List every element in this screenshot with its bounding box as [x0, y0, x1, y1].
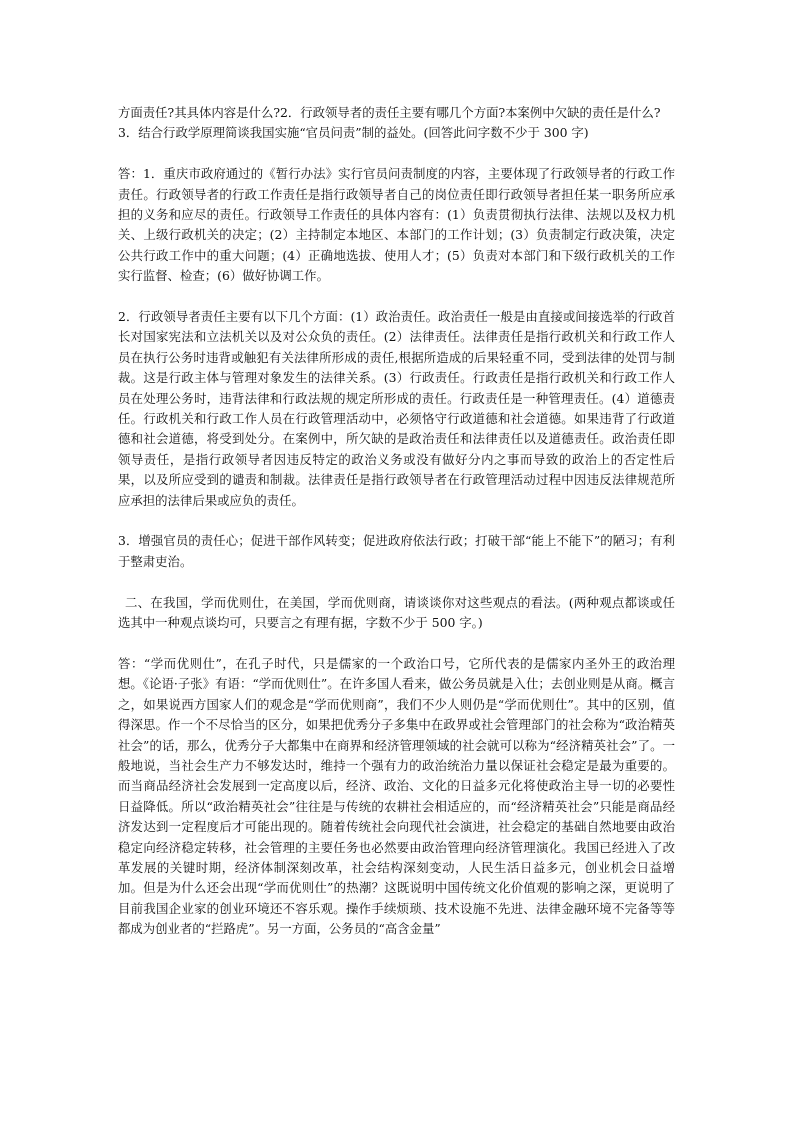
answer-2: 2．行政领导者责任主要有以下几个方面：(1）政治责任。政治责任一般是由直接或间接选举的行政首长对国家宪法和立法机关以及对公众负的责任。(2）法律责任。法律责任是指行政机关和行政工作人员在执行公务时违背或触犯有关法律所形成的责任,根据所造成的后果轻重不同，受到法律的处罚与制裁。这是行政主体与管理对象发生的法律关系。(3）行政责任。行政责任是指行政机关和行政工作人员在处理公务时，违背法律和行政法规的规定所形成的责任。行政责任是一种管理责任。(4）道德责任。行政机关和行政工作人员在行政管理活动中，必须恪守行政道德和社会道德。如果违背了行政道德和社会道德，将受到处分。在案例中，所欠缺的是政治责任和法律责任以及道德责任。政治责任即领导责任，是指行政领导者因违反特定的政治义务或没有做好分内之事而导致的政治上的否定性后果，以及所应受到的谴责和制裁。法律责任是指行政领导者在行政管理活动过程中因违反法律规范所应承担的法律后果或应负的责任。: [118, 309, 675, 508]
paragraph-gap: [118, 144, 675, 164]
answer-two: 答：“学而优则仕”，在孔子时代，只是儒家的一个政治口号，它所代表的是儒家内圣外王的政治理想。《论语·子张》有语：“学而优则仕”。在许多国人看来，做公务员就是入仕；去创业则是从商。概言之，如果说西方国家人们的观念是“学而优则商”，我们不少人则仍是“学而优则仕”。其中的区别，值得深思。作一个不尽恰当的区分，如果把优秀分子多集中在政界或社会管理部门的社会称为“政治精英社会”的话，那么，优秀分子大都集中在商界和经济管理领域的社会就可以称为“经济精英社会”了。一般地说，当社会生产力不够发达时，维持一个强有力的政治统治力量以保证社会稳定是最为重要的。而当商品经济社会发展到一定高度以后，经济、政治、文化的日益多元化将使政治主导一切的必要性日益降低。所以“政治精英社会”往往是与传统的农耕社会相适应的，而“经济精英社会”只能是商品经济发达到一定程度后才可能出现的。随着传统社会向现代社会演进，社会稳定的基础自然地要由政治稳定向经济稳定转移，社会管理的主要任务也必然要由政治管理向经济管理演化。我国已经进入了改革发展的关键时期，经济体制深刻改革，社会结构深刻变动，人民生活日益多元，创业机会日益增加。但是为什么还会出现“学而优则仕”的热潮？这既说明中国传统文化价值观的影响之深，更说明了目前我国企业家的创业环境还不容乐观。操作手续烦琐、技术设施不先进、法律金融环境不完备等等都成为创业者的“拦路虎”。另一方面，公务员的“高含金量”: [118, 655, 675, 937]
paragraph-gap: [118, 287, 675, 307]
question-3: 3．结合行政学原理简谈我国实施“官员问责”制的益处。(回答此问字数不少于 300 字): [118, 125, 589, 141]
paragraph-gap: [118, 572, 675, 592]
answer-1: 答：1．重庆市政府通过的《暂行办法》实行官员问责制度的内容，主要体现了行政领导者的行政工作责任。行政领导者的行政工作责任是指行政领导者自己的岗位责任即行政领导者担任某一职务所应承担的义务和应尽的责任。行政领导工作责任的具体内容有：(1）负责贯彻执行法律、法规以及权力机关、上级行政机关的决定；(2）主持制定本地区、本部门的工作计划；(3）负责制定行政决策，决定公共行政工作中的重大问题；(4）正确地选拔、使用人才；(5）负责对本部门和下级行政机关的工作实行监督、检查；(6）做好协调工作。: [118, 166, 675, 284]
paragraph-gap: [118, 511, 675, 531]
question-two: 二、在我国，学而优则仕，在美国，学而优则商，请谈谈你对这些观点的看法。(两种观点都谈或任选其中一种观点谈均可，只要言之有理有据，字数不少于 500 字。): [118, 594, 675, 631]
answer-3: 3．增强官员的责任心；促进干部作风转变；促进政府依法行政；打破干部“能上不能下”的陋习；有利于整肃吏治。: [118, 533, 675, 569]
question-continuation: 方面责任?其具体内容是什么?2．行政领导者的责任主要有哪几个方面?本案例中欠缺的责任是什么?: [118, 105, 661, 120]
document-page: [118, 103, 675, 940]
paragraph-gap: [118, 634, 675, 654]
